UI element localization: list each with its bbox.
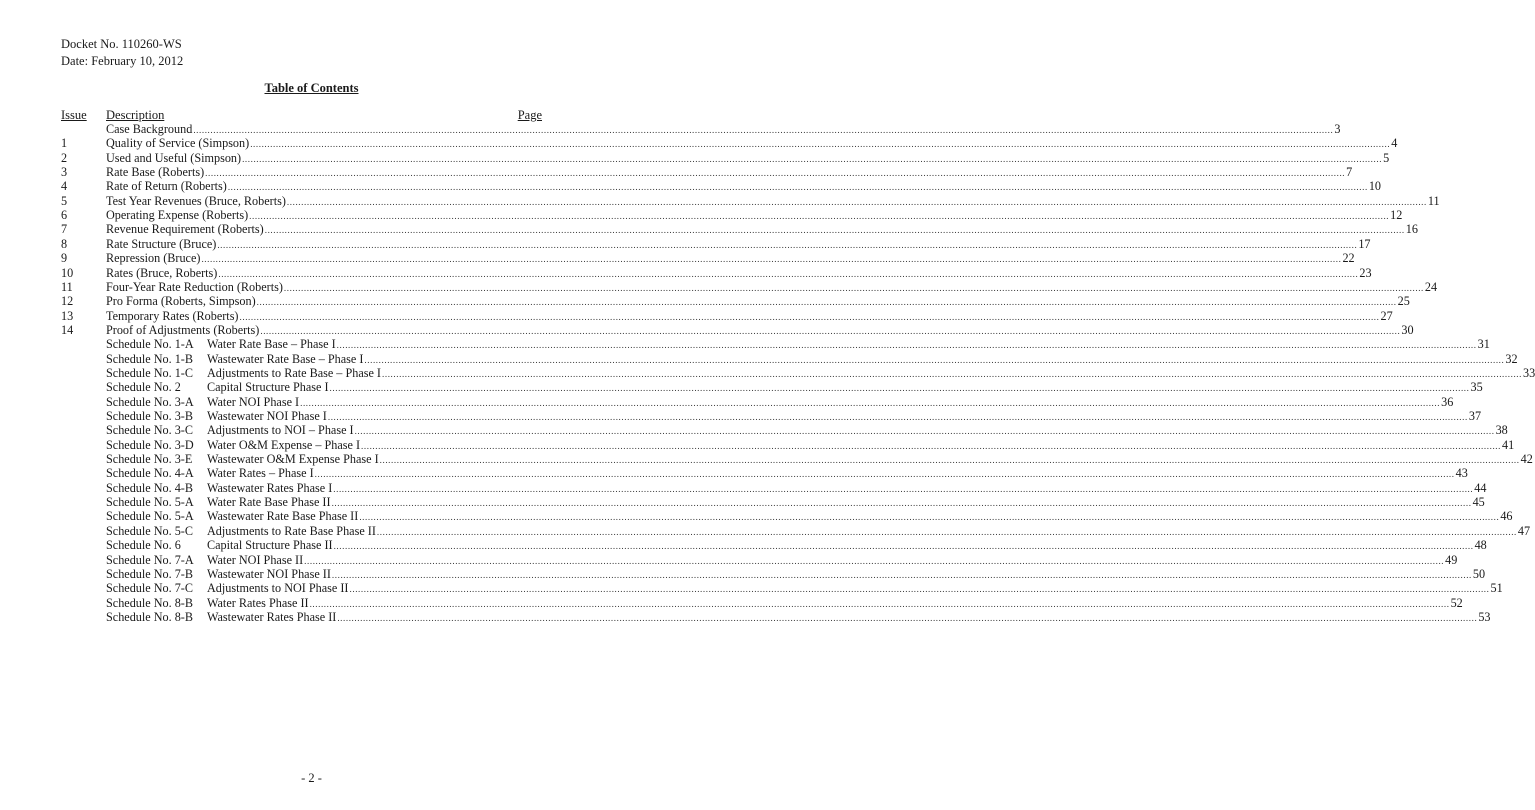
toc-dot-leader: ................................................................................................................................................................................................................................................................................................................................................................................................................ (382, 368, 1522, 379)
toc-page-number: 50 (1472, 566, 1486, 581)
toc-schedule-number: Schedule No. 5-C (106, 523, 193, 538)
toc-page-number: 30 (1401, 322, 1414, 337)
toc-page-number: 10 (1368, 179, 1382, 194)
toc-dot-leader: ................................................................................................................................................................................................................................................................................................................................................................................................................ (376, 526, 1517, 537)
toc-entry (0, 150, 1390, 166)
toc-schedule-number: Schedule No. 7-B (106, 566, 193, 581)
toc-description: Temporary Rates (Roberts) (106, 308, 239, 323)
toc-entry (0, 193, 1440, 209)
toc-description: Revenue Requirement (Roberts) (106, 222, 264, 237)
toc-dot-leader: ................................................................................................................................................................................................................................................................................................................................................................................................................ (205, 168, 1346, 179)
toc-entry (0, 251, 1355, 266)
toc-entry (0, 566, 1486, 582)
toc-issue-number: 5 (61, 193, 68, 208)
toc-dot-leader: ................................................................................................................................................................................................................................................................................................................................................................................................................ (217, 239, 1358, 250)
toc-dot-leader: ................................................................................................................................................................................................................................................................................................................................................................................................................ (239, 311, 1380, 322)
toc-dot-leader: ................................................................................................................................................................................................................................................................................................................................................................................................................ (364, 354, 1505, 365)
toc-page-number: 5 (1383, 150, 1390, 165)
toc-dot-leader: ................................................................................................................................................................................................................................................................................................................................................................................................................ (283, 282, 1424, 293)
toc-entry-line (106, 609, 1491, 626)
toc-page-number: 49 (1445, 552, 1458, 567)
toc-dot-leader: ................................................................................................................................................................................................................................................................................................................................................................................................................ (331, 569, 1472, 580)
toc-page-number: 11 (1427, 193, 1440, 208)
toc-page-number: 52 (1450, 595, 1463, 610)
toc-description: Rate Base (Roberts) (106, 165, 205, 180)
toc-schedule-number: Schedule No. 6 (106, 538, 181, 553)
toc-page-number: 32 (1505, 351, 1518, 366)
toc-description: Wastewater Rate Base – Phase I (207, 351, 364, 366)
toc-dot-leader: ................................................................................................................................................................................................................................................................................................................................................................................................................ (201, 254, 1342, 265)
toc-page-number: 51 (1490, 581, 1503, 596)
toc-page-number: 24 (1424, 279, 1438, 294)
toc-dot-leader: ................................................................................................................................................................................................................................................................................................................................................................................................................ (333, 483, 1474, 494)
toc-dot-leader: ................................................................................................................................................................................................................................................................................................................................................................................................................ (218, 268, 1359, 279)
toc-schedule-number: Schedule No. 5-A (106, 495, 194, 510)
column-header-page: Page (517, 108, 542, 122)
toc-dot-leader: ................................................................................................................................................................................................................................................................................................................................................................................................................ (304, 555, 1445, 566)
toc-entry (0, 380, 1483, 395)
toc-description: Capital Structure Phase I (207, 380, 329, 395)
toc-description: Wastewater Rates Phase I (207, 480, 333, 495)
toc-issue-number: 11 (61, 279, 73, 294)
toc-dot-leader: ................................................................................................................................................................................................................................................................................................................................................................................................................ (337, 612, 1478, 623)
toc-description: Repression (Bruce) (106, 251, 201, 266)
toc-dot-leader: ................................................................................................................................................................................................................................................................................................................................................................................................................ (256, 297, 1397, 308)
toc-entry (0, 480, 1487, 496)
toc-schedule-number: Schedule No. 4-B (106, 480, 193, 495)
toc-page-number: 44 (1474, 480, 1487, 495)
toc-dot-leader: ................................................................................................................................................................................................................................................................................................................................................................................................................ (361, 440, 1502, 451)
toc-description: Wastewater O&M Expense Phase I (207, 452, 379, 467)
toc-description: Water Rate Base – Phase I (207, 337, 336, 352)
toc-description: Water Rates Phase II (207, 595, 309, 610)
toc-schedule-number: Schedule No. 1-B (106, 351, 193, 366)
toc-entry (0, 423, 1508, 438)
toc-issue-number: 10 (61, 265, 74, 280)
toc-schedule-number: Schedule No. 7-A (106, 552, 194, 567)
toc-entry (0, 581, 1503, 596)
page-title: Table of Contents (264, 81, 359, 95)
toc-description: Wastewater NOI Phase II (207, 566, 331, 581)
toc-page-number: 3 (1334, 122, 1341, 136)
toc-dot-leader: ................................................................................................................................................................................................................................................................................................................................................................................................................ (249, 211, 1390, 222)
toc-entry (0, 409, 1482, 424)
toc-entry (0, 122, 1341, 137)
toc-page-number: 17 (1358, 236, 1371, 251)
toc-page-number: 45 (1472, 495, 1485, 510)
toc-entry (0, 437, 1515, 453)
toc-dot-leader: ................................................................................................................................................................................................................................................................................................................................................................................................................ (336, 340, 1477, 351)
toc-description: Case Background (106, 122, 193, 136)
docket-number: Docket No. 110260-WS (61, 37, 182, 51)
toc-page-number: 16 (1405, 222, 1418, 237)
toc-entry (0, 265, 1372, 281)
toc-description: Pro Forma (Roberts, Simpson) (106, 294, 256, 309)
toc-page-number: 31 (1477, 337, 1490, 352)
toc-schedule-number: Schedule No. 7-C (106, 581, 193, 596)
toc-page-number: 7 (1346, 165, 1353, 180)
toc-entry (0, 322, 1414, 338)
toc-page-number: 27 (1380, 308, 1393, 323)
toc-dot-leader: ................................................................................................................................................................................................................................................................................................................................................................................................................ (242, 153, 1383, 164)
toc-issue-number: 14 (61, 322, 74, 337)
toc-issue-number: 8 (61, 236, 68, 251)
document-date: Date: February 10, 2012 (61, 54, 184, 68)
toc-description: Wastewater NOI Phase I (207, 409, 327, 423)
toc-description: Rate Structure (Bruce) (106, 236, 217, 251)
toc-page-number: 36 (1441, 394, 1454, 409)
toc-entry (0, 337, 1490, 352)
toc-issue-number: 2 (61, 150, 68, 165)
toc-entry (0, 179, 1382, 194)
toc-description: Wastewater Rates Phase II (207, 609, 337, 624)
toc-issue-number: 3 (61, 165, 68, 180)
toc-dot-leader: ................................................................................................................................................................................................................................................................................................................................................................................................................ (193, 125, 1334, 135)
toc-dot-leader: ................................................................................................................................................................................................................................................................................................................................................................................................................ (250, 139, 1391, 150)
toc-dot-leader: ................................................................................................................................................................................................................................................................................................................................................................................................................ (331, 498, 1472, 509)
toc-schedule-number: Schedule No. 3-A (106, 394, 194, 409)
toc-description: Capital Structure Phase II (207, 538, 333, 553)
toc-entry (0, 365, 1535, 381)
toc-description: Adjustments to NOI Phase II (207, 581, 349, 596)
toc-description: Water NOI Phase I (207, 394, 300, 409)
toc-entry (0, 452, 1533, 467)
toc-entry (0, 552, 1458, 568)
toc-entry (0, 538, 1487, 553)
toc-dot-leader: ................................................................................................................................................................................................................................................................................................................................................................................................................ (379, 455, 1520, 466)
toc-entry (0, 495, 1485, 510)
toc-entry (0, 595, 1463, 611)
toc-page-number: 4 (1391, 136, 1398, 151)
toc-schedule-number: Schedule No. 2 (106, 380, 181, 395)
toc-schedule-number: Schedule No. 8-B (106, 609, 193, 624)
toc-entry (0, 236, 1371, 252)
toc-description: Water NOI Phase II (207, 552, 304, 567)
toc-description: Adjustments to Rate Base – Phase I (207, 365, 381, 380)
toc-schedule-number: Schedule No. 4-A (106, 466, 194, 481)
toc-schedule-number: Schedule No. 3-D (106, 437, 194, 452)
toc-dot-leader: ................................................................................................................................................................................................................................................................................................................................................................................................................ (354, 426, 1495, 437)
toc-page-number: 25 (1397, 294, 1410, 309)
toc-dot-leader: ................................................................................................................................................................................................................................................................................................................................................................................................................ (349, 584, 1490, 595)
toc-description: Rates (Bruce, Roberts) (106, 265, 218, 280)
toc-page-number: 22 (1342, 251, 1355, 266)
toc-entry (0, 308, 1393, 324)
toc-entry (0, 609, 1491, 625)
toc-schedule-number: Schedule No. 3-B (106, 409, 193, 423)
toc-description: Adjustments to NOI – Phase I (207, 423, 354, 438)
toc-page-number: 12 (1390, 208, 1403, 223)
toc-dot-leader: ................................................................................................................................................................................................................................................................................................................................................................................................................ (327, 412, 1468, 422)
toc-page-number: 48 (1474, 538, 1487, 553)
toc-dot-leader: ................................................................................................................................................................................................................................................................................................................................................................................................................ (264, 225, 1405, 236)
toc-description: Adjustments to Rate Base Phase II (207, 523, 376, 538)
toc-dot-leader: ................................................................................................................................................................................................................................................................................................................................................................................................................ (300, 397, 1441, 408)
toc-entry (0, 165, 1353, 180)
toc-schedule-number: Schedule No. 5-A (106, 509, 194, 524)
toc-description: Wastewater Rate Base Phase II (207, 509, 359, 524)
column-header-issue: Issue (61, 108, 87, 122)
toc-issue-number: 4 (61, 179, 68, 194)
toc-description: Four-Year Rate Reduction (Roberts) (106, 279, 283, 294)
toc-entry (0, 279, 1438, 295)
toc-page-number: 53 (1478, 609, 1491, 624)
toc-entry (0, 466, 1468, 481)
toc-dot-leader: ................................................................................................................................................................................................................................................................................................................................................................................................................ (227, 182, 1368, 193)
toc-entry (0, 136, 1398, 151)
toc-page-number: 33 (1523, 365, 1535, 380)
toc-description: Water Rates – Phase I (207, 466, 314, 481)
toc-schedule-number: Schedule No. 3-E (106, 452, 193, 467)
toc-description: Used and Useful (Simpson) (106, 150, 242, 165)
toc-issue-number: 6 (61, 208, 68, 223)
toc-description: Rate of Return (Roberts) (106, 179, 227, 194)
column-header-description: Description (106, 108, 165, 122)
page-number: - 2 - (301, 771, 322, 785)
toc-entry (0, 509, 1513, 524)
toc-issue-number: 7 (61, 222, 68, 237)
toc-description: Proof of Adjustments (Roberts) (106, 322, 260, 337)
toc-issue-number: 9 (61, 251, 68, 266)
toc-description: Test Year Revenues (Bruce, Roberts) (106, 193, 286, 208)
toc-entry (0, 208, 1403, 223)
toc-dot-leader: ................................................................................................................................................................................................................................................................................................................................................................................................................ (286, 196, 1427, 207)
toc-issue-number: 1 (61, 136, 68, 151)
toc-description: Water O&M Expense – Phase I (207, 437, 361, 452)
document-header (61, 36, 183, 70)
toc-dot-leader: ................................................................................................................................................................................................................................................................................................................................................................................................................ (314, 469, 1455, 480)
toc-dot-leader: ................................................................................................................................................................................................................................................................................................................................................................................................................ (329, 383, 1470, 394)
toc-dot-leader: ................................................................................................................................................................................................................................................................................................................................................................................................................ (359, 512, 1500, 523)
toc-page-number: 42 (1520, 452, 1533, 467)
toc-page-number: 43 (1455, 466, 1468, 481)
toc-schedule-number: Schedule No. 1-A (106, 337, 194, 352)
toc-schedule-number: Schedule No. 8-B (106, 595, 193, 610)
toc-page-number: 47 (1517, 523, 1531, 538)
toc-schedule-number: Schedule No. 3-C (106, 423, 193, 438)
toc-dot-leader: ................................................................................................................................................................................................................................................................................................................................................................................................................ (333, 541, 1474, 552)
toc-entry (0, 394, 1454, 410)
toc-entry (0, 351, 1518, 367)
toc-issue-number: 12 (61, 294, 74, 309)
toc-description: Quality of Service (Simpson) (106, 136, 250, 151)
toc-issue-number: 13 (61, 308, 74, 323)
toc-description: Water Rate Base Phase II (207, 495, 331, 510)
toc-dot-leader: ................................................................................................................................................................................................................................................................................................................................................................................................................ (260, 325, 1401, 336)
toc-page-number: 23 (1359, 265, 1372, 280)
toc-page-number: 38 (1495, 423, 1508, 438)
toc-entry (0, 523, 1531, 539)
toc-entry (0, 294, 1410, 309)
toc-page-number: 46 (1500, 509, 1513, 524)
toc-page-number: 37 (1468, 409, 1482, 423)
toc-page-number: 35 (1470, 380, 1483, 395)
toc-description: Operating Expense (Roberts) (106, 208, 249, 223)
toc-entry (0, 222, 1418, 237)
toc-page-number: 41 (1502, 437, 1515, 452)
toc-dot-leader: ................................................................................................................................................................................................................................................................................................................................................................................................................ (309, 598, 1450, 609)
toc-schedule-number: Schedule No. 1-C (106, 365, 193, 380)
